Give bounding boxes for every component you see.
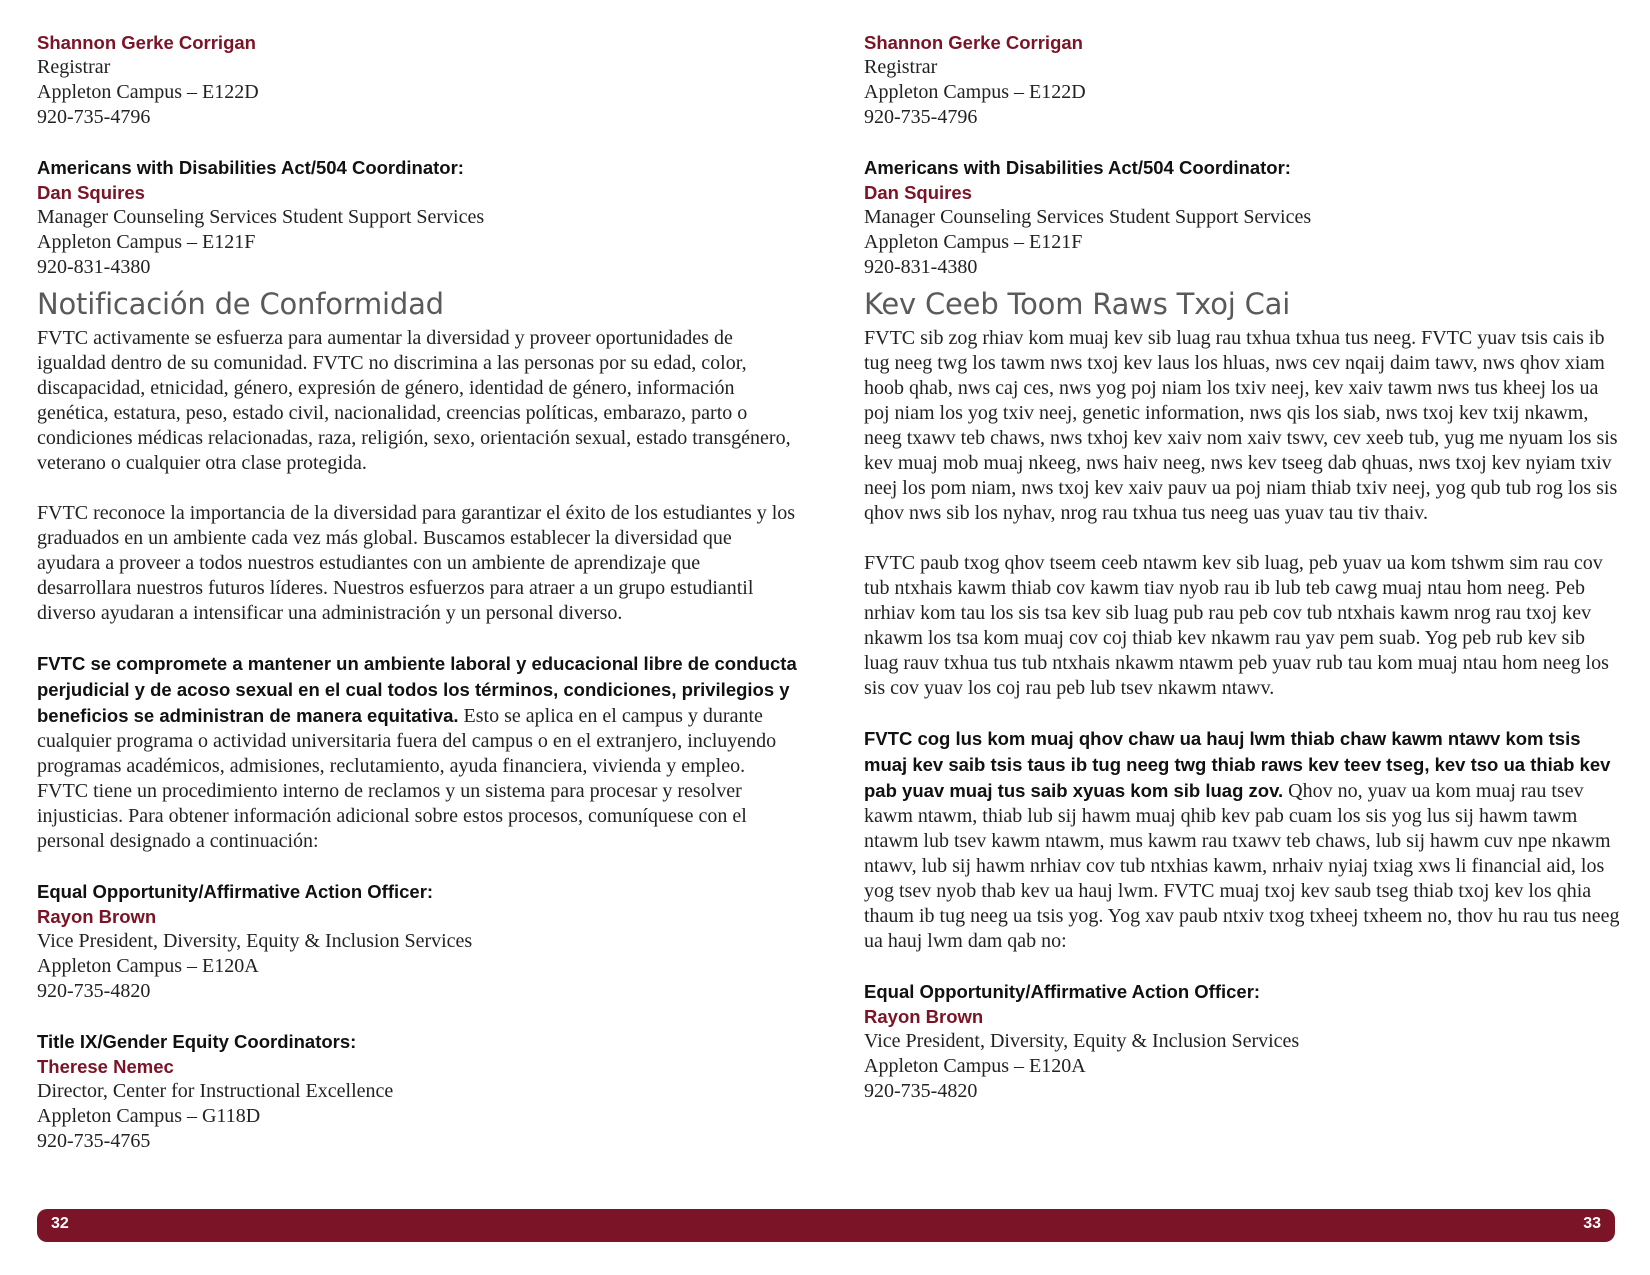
left-page bbox=[37, 30, 797, 1154]
paragraph: FVTC reconoce la importancia de la diversidad para garantizar el éxito de los estudiantes y los graduados en un ambiente cada vez más global. Buscamos establecer la diversidad que ayudara a proveer a todos nuestros estudiantes con un ambiente de aprendizaje que desarrollara nuestros futuros líderes. Nuestros esfuerzos para atraer a un grupo estudiantil diverso ayudaran a intensificar una administración y un personal diverso. bbox=[37, 502, 796, 624]
contact-name: Shannon Gerke Corrigan bbox=[864, 32, 1083, 53]
right-page bbox=[864, 30, 1624, 1104]
contact-phone: 920-735-4765 bbox=[37, 1130, 151, 1152]
contact-name: Rayon Brown bbox=[37, 906, 157, 927]
paragraph-emphasis: FVTC se compromete a mantener un ambiente laboral y educacional libre de conducta perjudicial y de acoso sexual en el cual todos los términos, condiciones, privilegios y beneficios se administran de manera equitativa. bbox=[37, 653, 797, 726]
ada-contact bbox=[864, 155, 1624, 280]
contact-title: Registrar bbox=[864, 56, 938, 78]
contact-location: Appleton Campus – E122D bbox=[37, 81, 259, 103]
paragraph bbox=[864, 726, 1624, 954]
contact-phone: 920-831-4380 bbox=[864, 256, 978, 278]
contact-location: Appleton Campus – E122D bbox=[864, 81, 1086, 103]
contact-location: Appleton Campus – E120A bbox=[37, 955, 259, 977]
eeo-contact bbox=[37, 879, 797, 1004]
contact-name: Dan Squires bbox=[864, 182, 972, 203]
contact-location: Appleton Campus – E121F bbox=[37, 231, 256, 253]
contact-label: Americans with Disabilities Act/504 Coordinator: bbox=[864, 157, 1291, 178]
contact-location: Appleton Campus – E121F bbox=[864, 231, 1083, 253]
ada-contact bbox=[37, 155, 797, 280]
footer-bar bbox=[37, 1209, 1615, 1242]
contact-title: Vice President, Diversity, Equity & Inclusion Services bbox=[864, 1030, 1300, 1052]
contact-phone: 920-735-4796 bbox=[864, 106, 978, 128]
paragraph-emphasis: FVTC cog lus kom muaj qhov chaw ua hauj lwm thiab chaw kawm ntawv kom tsis muaj kev saib tsis taus ib tug neeg twg thiab raws kev teev tseg, kev tso ua thiab kev pab yuav muaj tus saib xyuas kom sib luag zov. bbox=[864, 728, 1611, 801]
contact-title: Vice President, Diversity, Equity & Inclusion Services bbox=[37, 930, 473, 952]
contact-label: Equal Opportunity/Affirmative Action Officer: bbox=[37, 881, 434, 902]
section-heading: Notificación de Conformidad bbox=[37, 287, 444, 321]
contact-title: Manager Counseling Services Student Support Services bbox=[864, 206, 1312, 228]
paragraph: FVTC paub txog qhov tseem ceeb ntawm kev sib luag, peb yuav ua kom tshwm sim rau cov tub ntxhais kawm thiab cov kawm tiav nyob rau ib lub teb cawg muaj ntau hom neeg. Peb nrhiav kom tau los sis tsa kev sib luag pub rau peb cov tub ntxhais kawm nrog rau txoj kev nkawm los tsa kom muaj cov coj thiab kev nkawm rau yav pem suab. Yog peb rub kev sib luag rauv txhua tus tub ntxhais nkawm ntawm peb yuav rub tau kom muaj ntau hom neeg los sis cov yuav los coj rau peb lub tsev nkawm ntawv. bbox=[864, 552, 1609, 699]
contact-name: Rayon Brown bbox=[864, 1006, 984, 1027]
contact-title: Registrar bbox=[37, 56, 111, 78]
paragraph: FVTC activamente se esfuerza para aumentar la diversidad y proveer oportunidades de igualdad dentro de su comunidad. FVTC no discrimina a las personas por su edad, color, discapacidad, etnicidad, género, expresión de género, identidad de género, información genética, estatura, peso, estado civil, nacionalidad, creencias políticas, embarazo, parto o condiciones médicas relacionadas, raza, religión, sexo, orientación sexual, estado transgénero, veterano o cualquier otra clase protegida. bbox=[37, 327, 791, 474]
contact-title: Manager Counseling Services Student Support Services bbox=[37, 206, 485, 228]
contact-location: Appleton Campus – E120A bbox=[864, 1055, 1086, 1077]
contact-name: Dan Squires bbox=[37, 182, 145, 203]
paragraph-text: Qhov no, yuav ua kom muaj rau tsev kawm ntawm, thiab lub sij hawm muaj qhib kev pab cuam los sis yog lus sij hawm tawm ntawm lub tsev kawm ntawm, mus kawm rau txawv teb chaws, lub sij hawm cuv npe nkawm ntawv, lub sij hawm nrhiav cov tub ntxhias kawm, nrhaiv nyiaj txiag xws li financial aid, los yog tsev nyob thab kev ua hauj lwm. FVTC muaj txoj kev saub tseg thiab txoj kev los qhia thaum ib tug neeg ua tsis yog. Yog xav paub ntxiv txog txheej txheem no, thov hu rau tus neeg ua hauj lwm dam qab no: bbox=[864, 780, 1620, 952]
contact-phone: 920-735-4796 bbox=[37, 106, 151, 128]
registrar-contact bbox=[864, 30, 1624, 130]
contact-name: Shannon Gerke Corrigan bbox=[37, 32, 256, 53]
paragraph bbox=[37, 651, 797, 854]
contact-location: Appleton Campus – G118D bbox=[37, 1105, 261, 1127]
contact-phone: 920-735-4820 bbox=[37, 980, 151, 1002]
eeo-contact bbox=[864, 979, 1624, 1104]
paragraph: FVTC sib zog rhiav kom muaj kev sib luag rau txhua txhua tus neeg. FVTC yuav tsis cais ib tug neeg twg los tawm nws txoj kev laus los hluas, nws cev nqaij daim tawv, nws qhov xiam hoob qhab, nws caj ces, nws yog poj niam los txiv neej, kev xaiv tawm nws tus kheej los ua poj niam los yog txiv neej, genetic information, nws qis los siab, nws txoj kev txij nkawm, neeg txawv teb chaws, nws txhoj kev xaiv nom xaiv tswv, cev xeeb tub, yug me nyuam los sis kev muaj mob muaj nkeeg, nws haiv neeg, nws kev tseeg dab qhuas, nws txoj kev nyiam txiv neej los pom niam, nws txoj kev xaiv pauv ua poj niam thiab txiv neej, yog qub tub rog los sis qhov nws sib los nyhav, nrog rau txhua tus neeg uas yuav tau tiv thaiv. bbox=[864, 327, 1618, 524]
contact-label: Americans with Disabilities Act/504 Coordinator: bbox=[37, 157, 464, 178]
contact-phone: 920-831-4380 bbox=[37, 256, 151, 278]
contact-label: Title IX/Gender Equity Coordinators: bbox=[37, 1031, 357, 1052]
contact-phone: 920-735-4820 bbox=[864, 1080, 978, 1102]
registrar-contact bbox=[37, 30, 797, 130]
page-number-left: 32 bbox=[51, 1215, 69, 1232]
contact-name: Therese Nemec bbox=[37, 1056, 174, 1077]
contact-label: Equal Opportunity/Affirmative Action Officer: bbox=[864, 981, 1261, 1002]
paragraph-text: Esto se aplica en el campus y durante cualquier programa o actividad universitaria fuera del campus o en el extranjero, incluyendo programas académicos, admisiones, reclutamiento, ayuda financiera, vivienda y empleo. FVTC tiene un procedimiento interno de reclamos y un sistema para procesar y resolver injusticias. Para obtener información adicional sobre estos procesos, comuníquese con el personal designado a continuación: bbox=[37, 705, 777, 852]
title-ix-contact bbox=[37, 1029, 797, 1154]
page-number-right: 33 bbox=[1583, 1215, 1601, 1232]
contact-title: Director, Center for Instructional Excellence bbox=[37, 1080, 394, 1102]
section-heading: Kev Ceeb Toom Raws Txoj Cai bbox=[864, 287, 1291, 321]
